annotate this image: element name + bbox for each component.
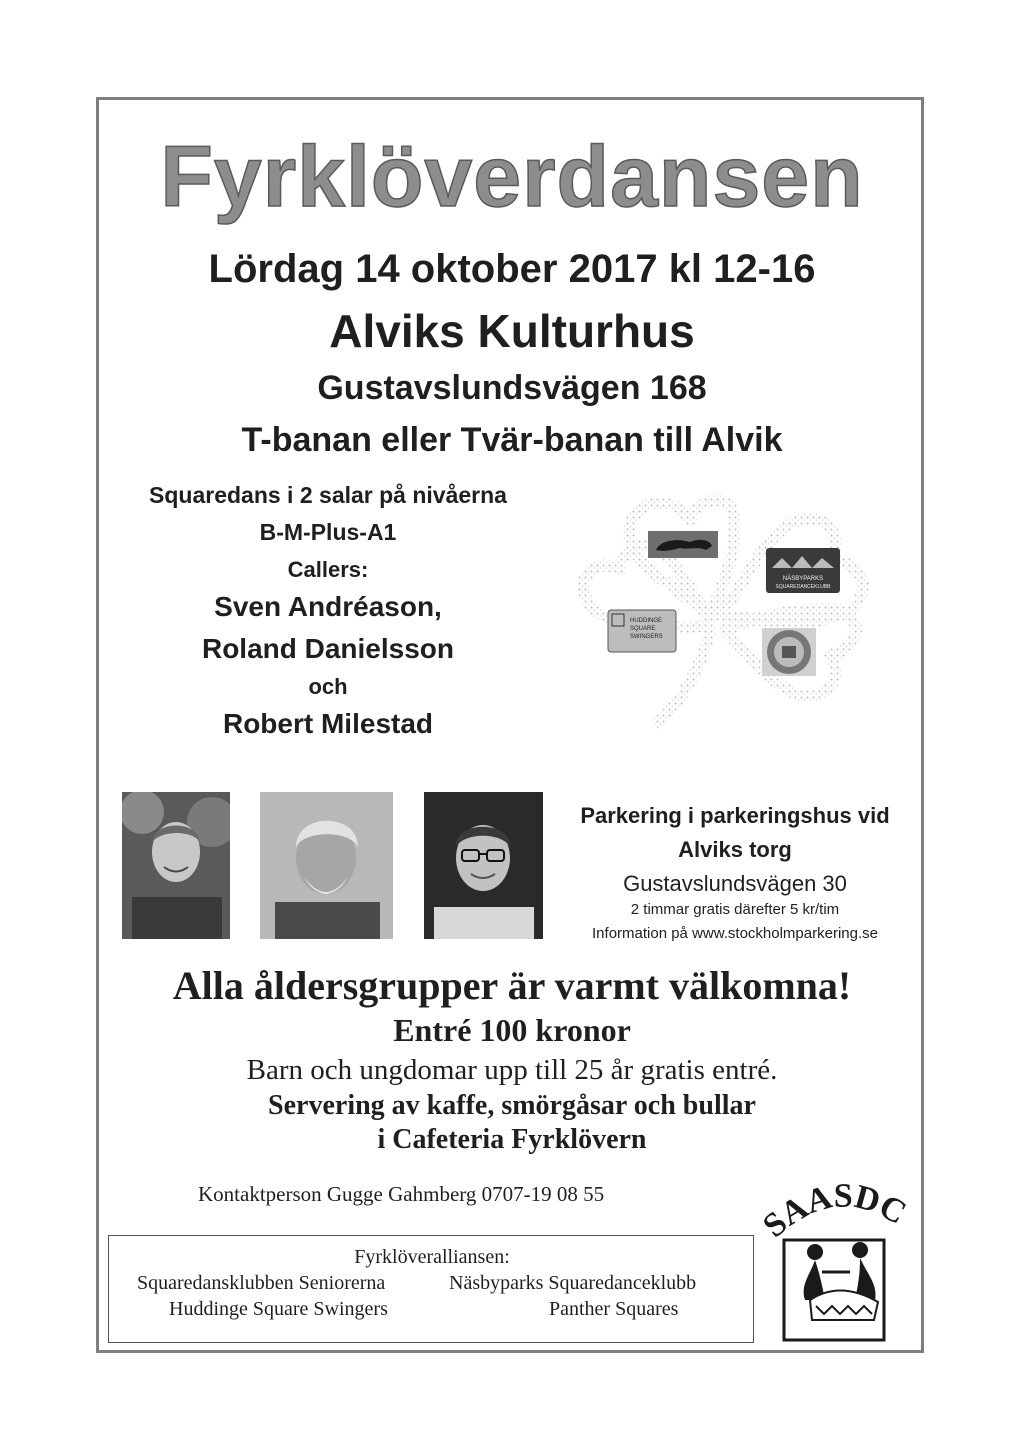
contact-person: Kontaktperson Gugge Gahmberg 0707-19 08 55 <box>198 1182 605 1206</box>
nasbyparks-logo <box>766 548 840 593</box>
caller-1: Sven Andréason, <box>214 591 442 622</box>
caller-photo-3 <box>424 792 543 939</box>
clover-icon <box>560 480 900 740</box>
levels-line-2: B-M-Plus-A1 <box>259 519 397 545</box>
alliance-club-1: Squaredansklubben Seniorerna <box>137 1272 386 1294</box>
clover-illustration <box>560 480 900 740</box>
svg-text:HUDDINGE: HUDDINGE <box>630 618 663 624</box>
parking-address: Gustavslundsvägen 30 <box>623 871 847 896</box>
callers-label: Callers: <box>287 557 369 582</box>
event-venue: Alviks Kulturhus <box>329 305 695 357</box>
event-address: Gustavslundsvägen 168 <box>317 369 707 407</box>
svg-text:SQUARE: SQUARE <box>630 626 656 632</box>
svg-text:NÄSBYPARKS: NÄSBYPARKS <box>782 576 824 582</box>
serving-line-1: Servering av kaffe, smörgåsar och bullar <box>268 1090 756 1121</box>
callers-conjunction: och <box>308 674 348 699</box>
parking-price: 2 timmar gratis därefter 5 kr/tim <box>630 901 840 918</box>
serving-line-2: i Cafeteria Fyrklövern <box>377 1124 647 1155</box>
poster-title: Fyrklöverdansen <box>160 129 864 225</box>
alliance-box <box>108 1235 754 1343</box>
event-date: Lördag 14 oktober 2017 kl 12-16 <box>208 247 816 291</box>
seniorerna-logo <box>762 628 816 676</box>
alliance-club-3: Huddinge Square Swingers <box>169 1298 388 1320</box>
caller-2: Roland Danielsson <box>201 633 455 664</box>
svg-text:SQUAREDANCEKLUBB: SQUAREDANCEKLUBB <box>775 584 831 590</box>
caller-photo-2 <box>260 792 393 939</box>
saasdc-logo <box>760 1180 920 1350</box>
welcome-heading: Alla åldersgrupper är varmt välkomna! <box>172 963 852 1008</box>
alliance-club-4: Panther Squares <box>549 1298 679 1320</box>
svg-text:SWINGERS: SWINGERS <box>630 634 663 640</box>
entry-price: Entré 100 kronor <box>393 1012 631 1048</box>
alliance-title: Fyrklöveralliansen: <box>354 1246 510 1268</box>
levels-line-1: Squaredans i 2 salar på nivåerna <box>149 482 507 508</box>
panther-logo <box>648 531 718 558</box>
parking-info: Information på www.stockholmparkering.se <box>592 925 878 942</box>
parking-line-1: Parkering i parkeringshus vid <box>580 803 890 828</box>
svg-text:SAASDC: SAASDC <box>760 1180 913 1245</box>
transit-info: T-banan eller Tvär-banan till Alvik <box>241 421 783 459</box>
parking-line-2: Alviks torg <box>678 837 792 862</box>
alliance-club-2: Näsbyparks Squaredanceklubb <box>449 1272 697 1294</box>
huddinge-logo <box>608 610 676 652</box>
caller-photo-1 <box>122 792 230 939</box>
kids-entry: Barn och ungdomar upp till 25 år gratis entré. <box>246 1054 778 1086</box>
caller-3: Robert Milestad <box>222 708 434 739</box>
